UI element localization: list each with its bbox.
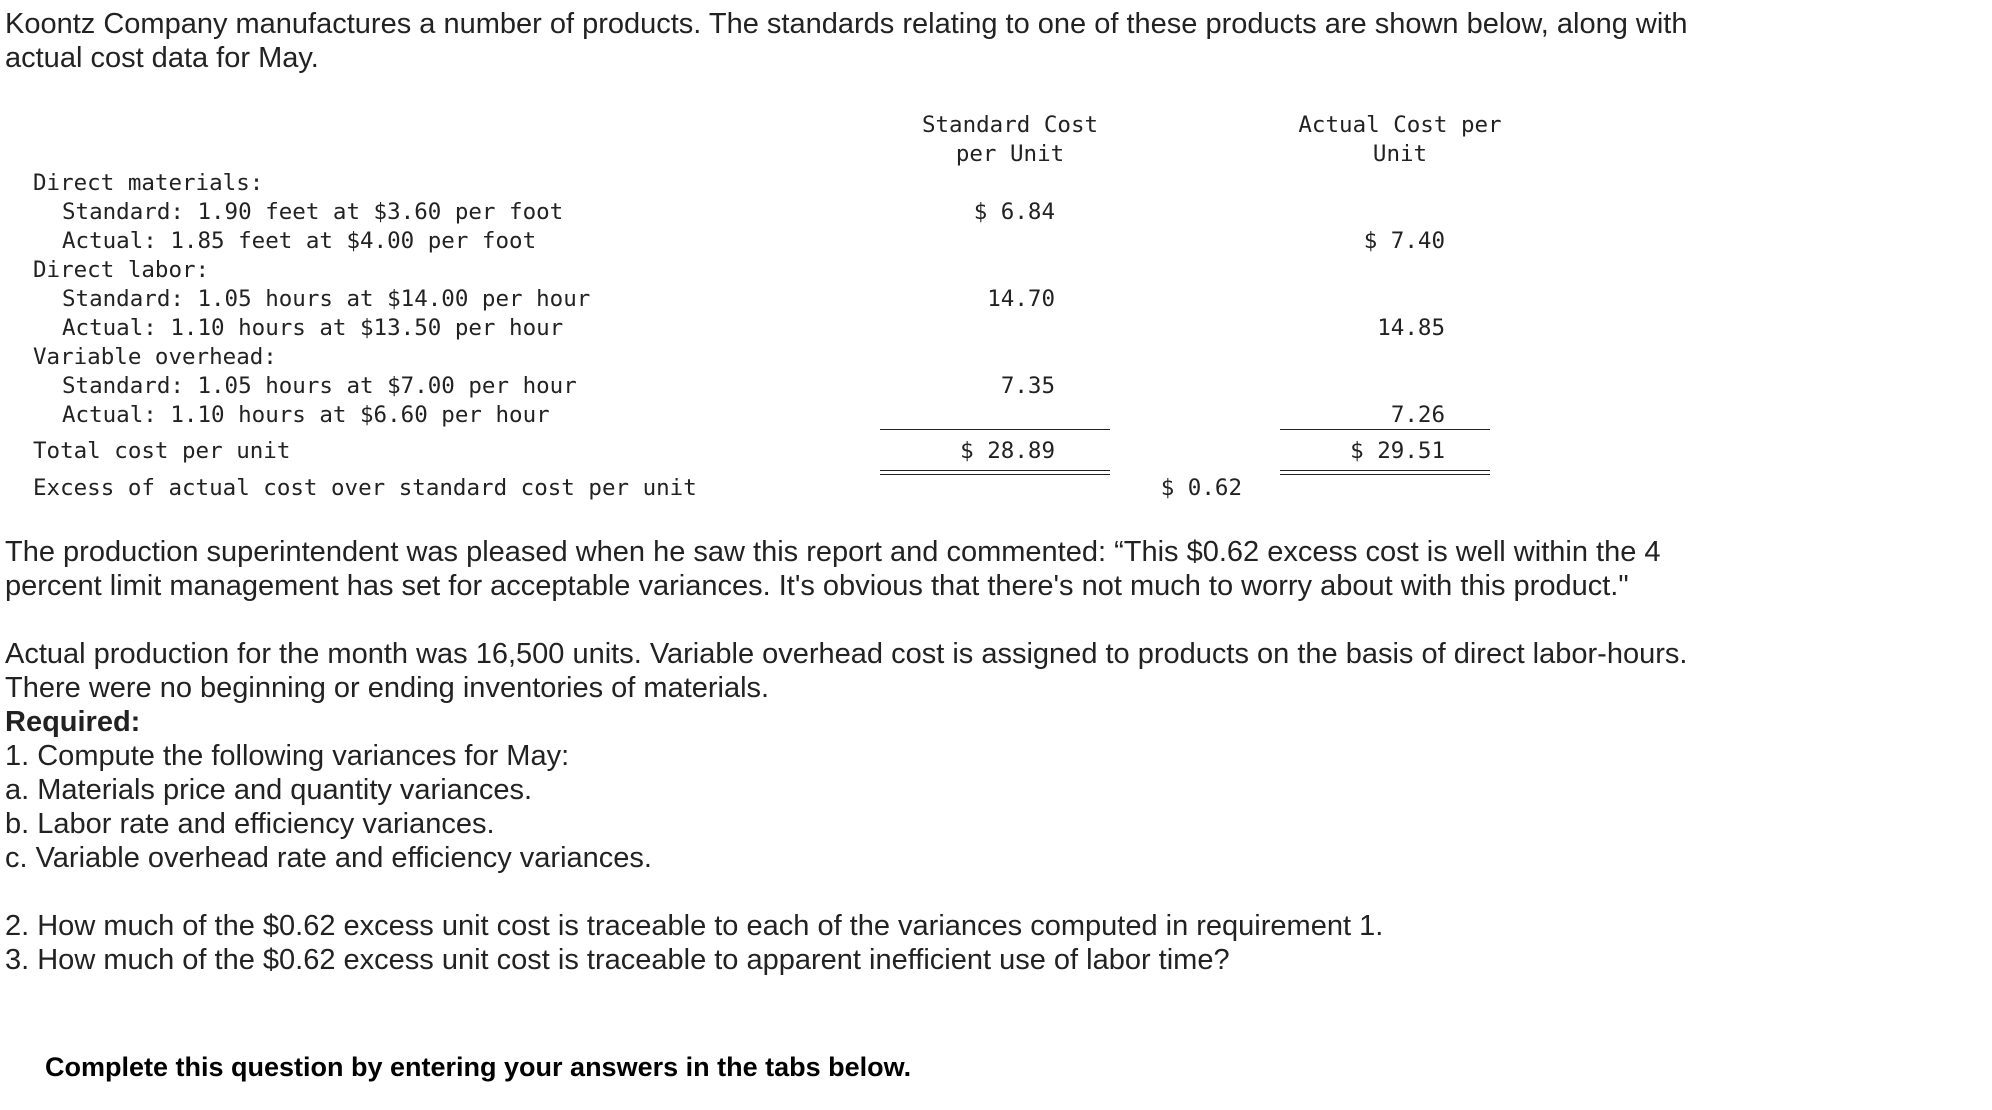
required-item-1: 1. Compute the following variances for May:	[5, 740, 570, 772]
row-label-direct-materials: Direct materials:	[33, 170, 264, 196]
row-label-overhead-standard: Standard: 1.05 hours at $7.00 per hour	[62, 373, 577, 399]
production-line-2: There were no beginning or ending inventories of materials.	[5, 672, 770, 704]
row-label-total-cost: Total cost per unit	[33, 438, 291, 464]
standard-total-double-rule	[880, 470, 1110, 475]
required-item-2: 2. How much of the $0.62 excess unit cost is traceable to each of the variances computed in requirement 1.	[5, 910, 1384, 942]
comment-line-2: percent limit management has set for acceptable variances. It's obvious that there's not much to worry about with this product."	[5, 570, 1629, 602]
standard-value-labor: 14.70	[987, 286, 1055, 312]
instructions-text: Complete this question by entering your answers in the tabs below.	[45, 1052, 912, 1082]
row-label-labor-actual: Actual: 1.10 hours at $13.50 per hour	[62, 315, 564, 341]
required-item-1c: c. Variable overhead rate and efficiency variances.	[5, 842, 652, 874]
standard-total-value: $ 28.89	[960, 438, 1055, 464]
row-label-variable-overhead: Variable overhead:	[33, 344, 277, 370]
actual-subtotal-rule	[1280, 429, 1490, 430]
row-label-direct-labor: Direct labor:	[33, 257, 210, 283]
required-item-1a: a. Materials price and quantity variances.	[5, 774, 533, 806]
row-label-overhead-actual: Actual: 1.10 hours at $6.60 per hour	[62, 402, 550, 428]
standard-cost-header-line-2: per Unit	[955, 141, 1065, 167]
actual-total-double-rule	[1280, 470, 1490, 475]
actual-cost-header-line-2: Unit	[1372, 141, 1428, 167]
actual-cost-header-line-1: Actual Cost per	[1298, 112, 1502, 138]
standard-subtotal-rule	[880, 429, 1110, 430]
comment-line-1: The production superintendent was pleased when he saw this report and commented: “This $0.62 excess cost is well within the 4	[5, 536, 1661, 568]
excess-value: $ 0.62	[1160, 475, 1242, 501]
standard-value-materials: $ 6.84	[973, 199, 1055, 225]
actual-total-value: $ 29.51	[1350, 438, 1445, 464]
required-item-1b: b. Labor rate and efficiency variances.	[5, 808, 495, 840]
row-label-excess: Excess of actual cost over standard cost per unit	[33, 475, 697, 501]
intro-line-1: Koontz Company manufactures a number of products. The standards relating to one of these products are shown below, along with	[5, 8, 1688, 40]
required-heading: Required:	[5, 706, 141, 738]
intro-line-2: actual cost data for May.	[5, 42, 319, 74]
standard-value-overhead: 7.35	[1000, 373, 1055, 399]
row-label-labor-standard: Standard: 1.05 hours at $14.00 per hour	[62, 286, 591, 312]
actual-value-labor: 14.85	[1377, 315, 1445, 341]
row-label-materials-actual: Actual: 1.85 feet at $4.00 per foot	[62, 228, 537, 254]
required-item-3: 3. How much of the $0.62 excess unit cost is traceable to apparent inefficient use of labor time?	[5, 944, 1230, 976]
production-line-1: Actual production for the month was 16,500 units. Variable overhead cost is assigned to products on the basis of direct labor-hours.	[5, 638, 1688, 670]
row-label-materials-standard: Standard: 1.90 feet at $3.60 per foot	[62, 199, 564, 225]
actual-value-overhead: 7.26	[1390, 402, 1445, 428]
standard-cost-header-line-1: Standard Cost	[921, 112, 1099, 138]
actual-value-materials: $ 7.40	[1363, 228, 1445, 254]
